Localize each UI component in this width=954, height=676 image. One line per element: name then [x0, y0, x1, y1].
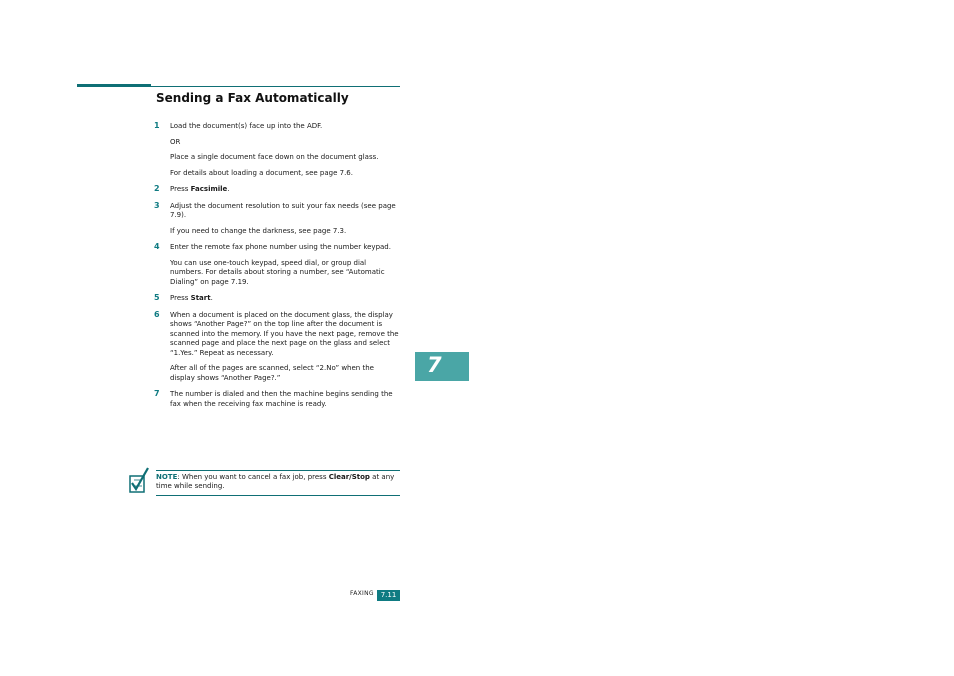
section-rule: [151, 86, 400, 87]
step-paragraph: After all of the pages are scanned, select “2.No” when the display shows “Another Page?.”: [170, 364, 374, 382]
chapter-number: 7: [427, 353, 442, 377]
chapter-badge: [415, 352, 469, 381]
step-button-name: Start: [190, 294, 211, 302]
step-paragraph: If you need to change the darkness, see page 7.3.: [170, 226, 347, 235]
step-paragraph: Enter the remote fax phone number using the number keypad.: [170, 243, 391, 251]
step-button-name: Facsimile: [190, 185, 228, 193]
page-number: 7.11: [377, 590, 400, 601]
step-paragraph: For details about loading a document, see page 7.6.: [170, 168, 353, 177]
step-paragraph: OR: [170, 137, 181, 146]
note-text-end: at any time while sending.: [156, 473, 395, 490]
step-number: 7: [154, 389, 160, 398]
note-label: NOTE: [156, 473, 178, 481]
step-paragraph: The number is dialed and then the machine begins sending the fax when the receiving fax machine is ready.: [170, 390, 393, 408]
step-number: 4: [154, 242, 160, 251]
step-paragraph: [170, 294, 400, 304]
section-rule-accent: [77, 84, 151, 87]
step-paragraph: Place a single document face down on the document glass.: [170, 153, 379, 161]
step-text: Press: [170, 185, 191, 193]
step: [154, 311, 400, 384]
step-paragraph: Adjust the document resolution to suit your fax needs (see page 7.9).: [170, 201, 396, 219]
step: [154, 294, 400, 304]
footer-section: FAXING: [350, 590, 374, 597]
step-paragraph: [170, 185, 400, 195]
note-box: [156, 470, 400, 496]
step-paragraph: You can use one-touch keypad, speed dial, or group dial numbers. For details about storing a number, see “Automatic Dialing” on page 7.19.: [170, 258, 385, 286]
step-paragraph: When a document is placed on the document glass, the display shows “Another Page?” on the top line after the document is scanned into the memory. If you have the next page, remove the scanned page and place the next page on the glass and select “1.Yes.” Repeat as necessary.: [170, 310, 399, 357]
step-number: 5: [154, 293, 160, 302]
step-text-end: .: [227, 185, 230, 193]
step-text-end: .: [210, 294, 213, 302]
step: [154, 202, 400, 237]
note-pencil-icon: [127, 464, 153, 494]
note-bold: Clear/Stop: [328, 473, 370, 481]
section-title: Sending a Fax Automatically: [156, 91, 349, 105]
note-text: : When you want to cancel a fax job, press: [177, 473, 329, 481]
step: [154, 390, 400, 409]
step: [154, 185, 400, 195]
step-text: Press: [170, 294, 191, 302]
step-number: 6: [154, 309, 160, 319]
step: [154, 243, 400, 287]
steps-list: [154, 122, 400, 416]
step: [154, 122, 400, 178]
step-number: 3: [154, 200, 160, 210]
step-number: 1: [154, 121, 160, 130]
step-paragraph: Load the document(s) face up into the ADF.: [170, 122, 323, 130]
step-number: 2: [154, 184, 160, 193]
